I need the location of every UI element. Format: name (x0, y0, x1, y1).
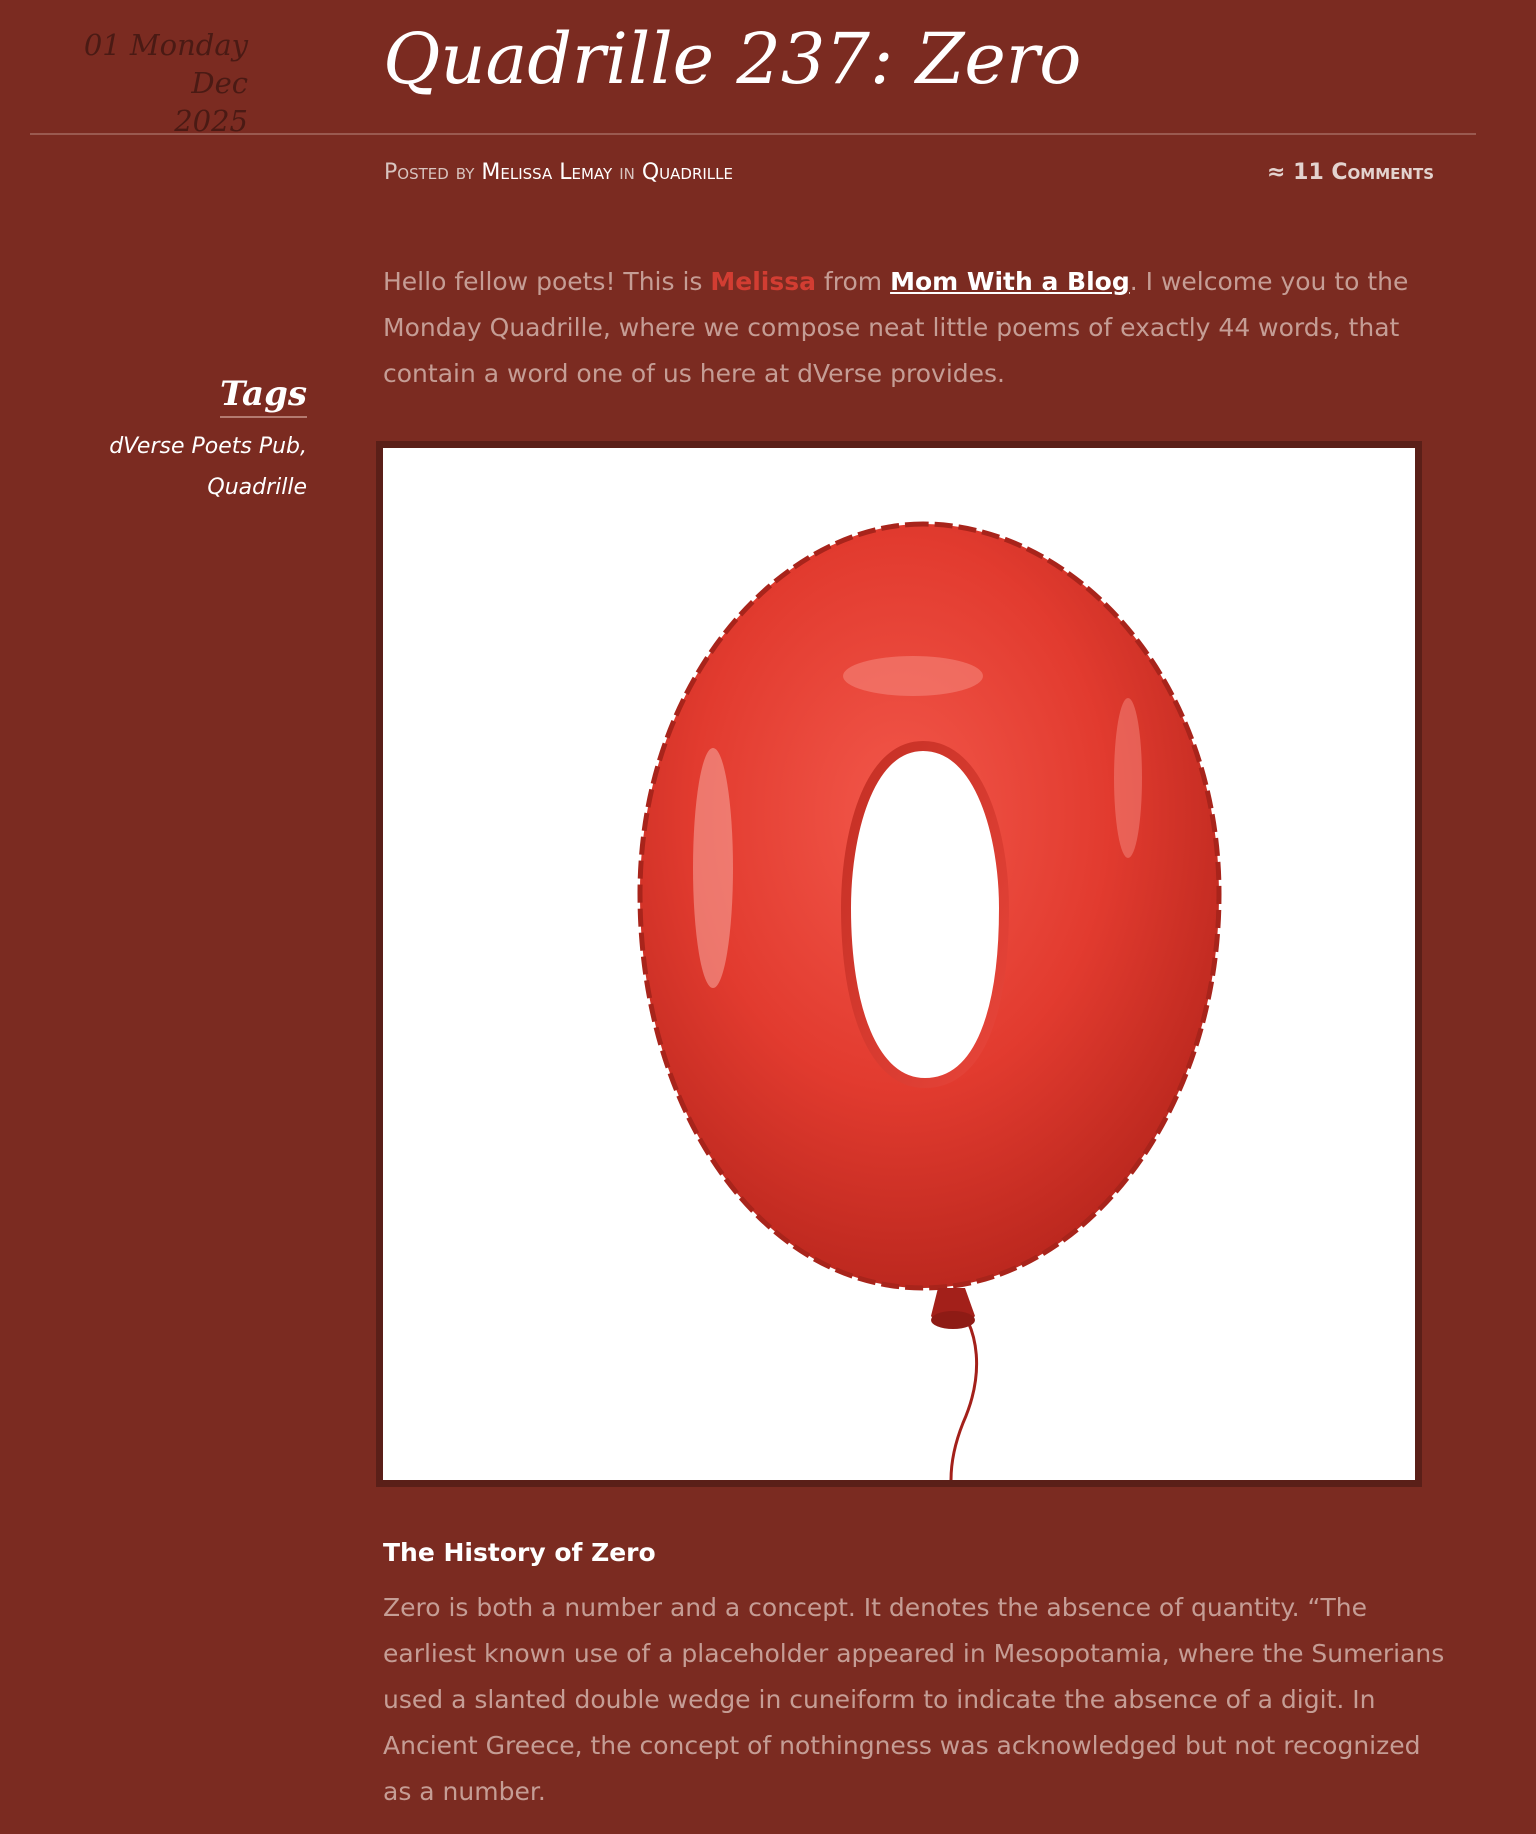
intro-text-from: from (815, 267, 891, 296)
post-title[interactable]: Quadrille 237: Zero (383, 18, 1082, 100)
header-divider (30, 133, 1476, 135)
balloon-zero-image (383, 448, 1415, 1480)
category-link[interactable]: Quadrille (641, 160, 733, 185)
post-date-day: 01 Monday Dec (83, 28, 248, 100)
intro-text-start: Hello fellow poets! This is (383, 267, 711, 296)
history-heading: The History of Zero (383, 1538, 656, 1567)
host-name: Melissa (710, 267, 816, 296)
featured-image-frame (376, 441, 1422, 1487)
posted-by-label: Posted by (384, 160, 475, 185)
intro-paragraph (383, 259, 1449, 397)
history-paragraph: Zero is both a number and a concept. It denotes the absence of quantity. “The earliest known use of a placeholder appeared in Mesopotamia, where the Sumerians used a slanted double wedge in cuneiform to indicate the absence of a digit. In Ancient Greece, the concept of nothingness was acknowledged but not recognized as a number. (383, 1593, 1445, 1806)
tags-heading: Tags (220, 372, 307, 418)
tag-link-quadrille[interactable]: Quadrille (207, 475, 307, 500)
intro-text-end: . I welcome you to the Monday Quadrille, where we compose neat little poems of exactly 44 words, that contain a word one of us here at dVerse provides. (383, 267, 1409, 388)
tag-link-dverse[interactable]: dVerse Poets Pub, (109, 434, 307, 459)
author-link[interactable]: Melissa Lemay (481, 160, 613, 185)
featured-image[interactable] (383, 448, 1415, 1480)
tags-sidebar (60, 372, 307, 508)
blog-link[interactable]: Mom With a Blog (890, 267, 1130, 296)
tags-list (60, 426, 307, 508)
comments-link[interactable]: ≈ 11 Comments (1267, 160, 1434, 185)
post-meta (384, 156, 733, 190)
in-label: in (619, 160, 635, 185)
post-date-year: 2025 (174, 104, 248, 138)
post-date (30, 26, 248, 140)
